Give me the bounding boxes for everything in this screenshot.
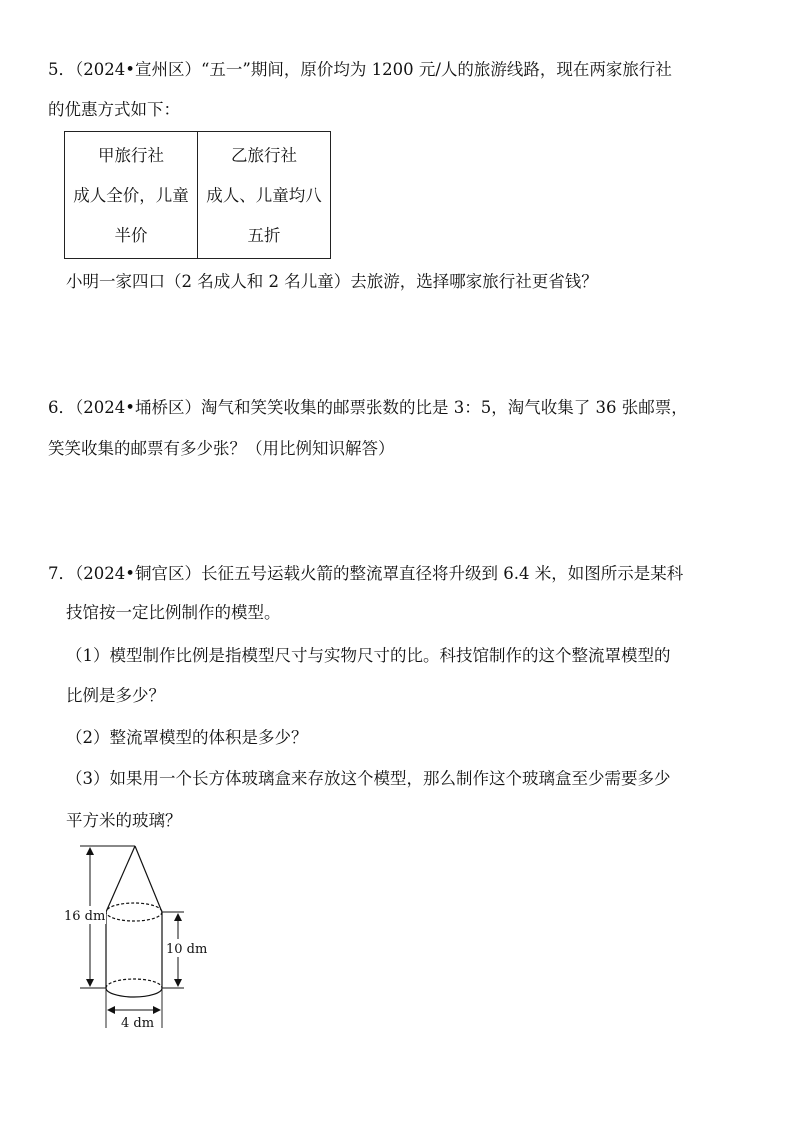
q7-sub3-line1: （3）如果用一个长方体玻璃盒来存放这个模型，那么制作这个玻璃盒至少需要多少 (66, 769, 671, 788)
agency-a-rule-line2: 半价 (114, 226, 148, 245)
q7-sub3-line2: 平方米的玻璃？ (66, 811, 182, 830)
q7-line2: 技馆按一定比例制作的模型。 (66, 603, 281, 622)
total-height-dimension (62, 846, 135, 988)
q6-line2: 笑笑收集的邮票有多少张？（用比例知识解答） (48, 439, 395, 458)
cylinder-height-dimension (162, 912, 210, 988)
agency-a-rule-line1: 成人全价，儿童 (73, 186, 189, 205)
agency-a-cell (65, 132, 198, 259)
q5-line1: 5．（2024•宣州区）“五一”期间，原价均为 1200 元/人的旅游线路，现在两家旅行社 (48, 60, 672, 79)
q5-line2: 的优惠方式如下： (48, 100, 180, 119)
offers-table (64, 131, 331, 259)
cone-shape (106, 846, 162, 912)
q7-sub1-line1: （1）模型制作比例是指模型尺寸与实物尺寸的比。科技馆制作的这个整流罩模型的 (66, 646, 671, 665)
q5-question: 小明一家四口（2 名成人和 2 名儿童）去旅游，选择哪家旅行社更省钱？ (66, 272, 598, 291)
diameter-label: 4 dm (121, 1016, 155, 1030)
agency-b-cell (198, 132, 331, 259)
agency-b-name: 乙旅行社 (231, 146, 297, 165)
cylinder-shape (106, 903, 162, 997)
agency-a-name: 甲旅行社 (98, 146, 164, 165)
agency-b-rule-line1: 成人、儿童均八 (206, 186, 322, 205)
q7-sub2: （2）整流罩模型的体积是多少？ (66, 728, 308, 747)
q7-line1: 7．（2024•铜官区）长征五号运载火箭的整流罩直径将升级到 6.4 米，如图所示是某科 (48, 564, 684, 583)
agency-b-rule-line2: 五折 (247, 226, 281, 245)
cylinder-height-label: 10 dm (166, 942, 208, 957)
q6-line1: 6．（2024•埇桥区）淘气和笑笑收集的邮票张数的比是 3：5，淘气收集了 36 张邮票， (48, 398, 688, 417)
q7-sub1-line2: 比例是多少？ (66, 686, 165, 705)
total-height-label: 16 dm (64, 909, 106, 924)
fairing-model-figure (62, 838, 212, 1030)
